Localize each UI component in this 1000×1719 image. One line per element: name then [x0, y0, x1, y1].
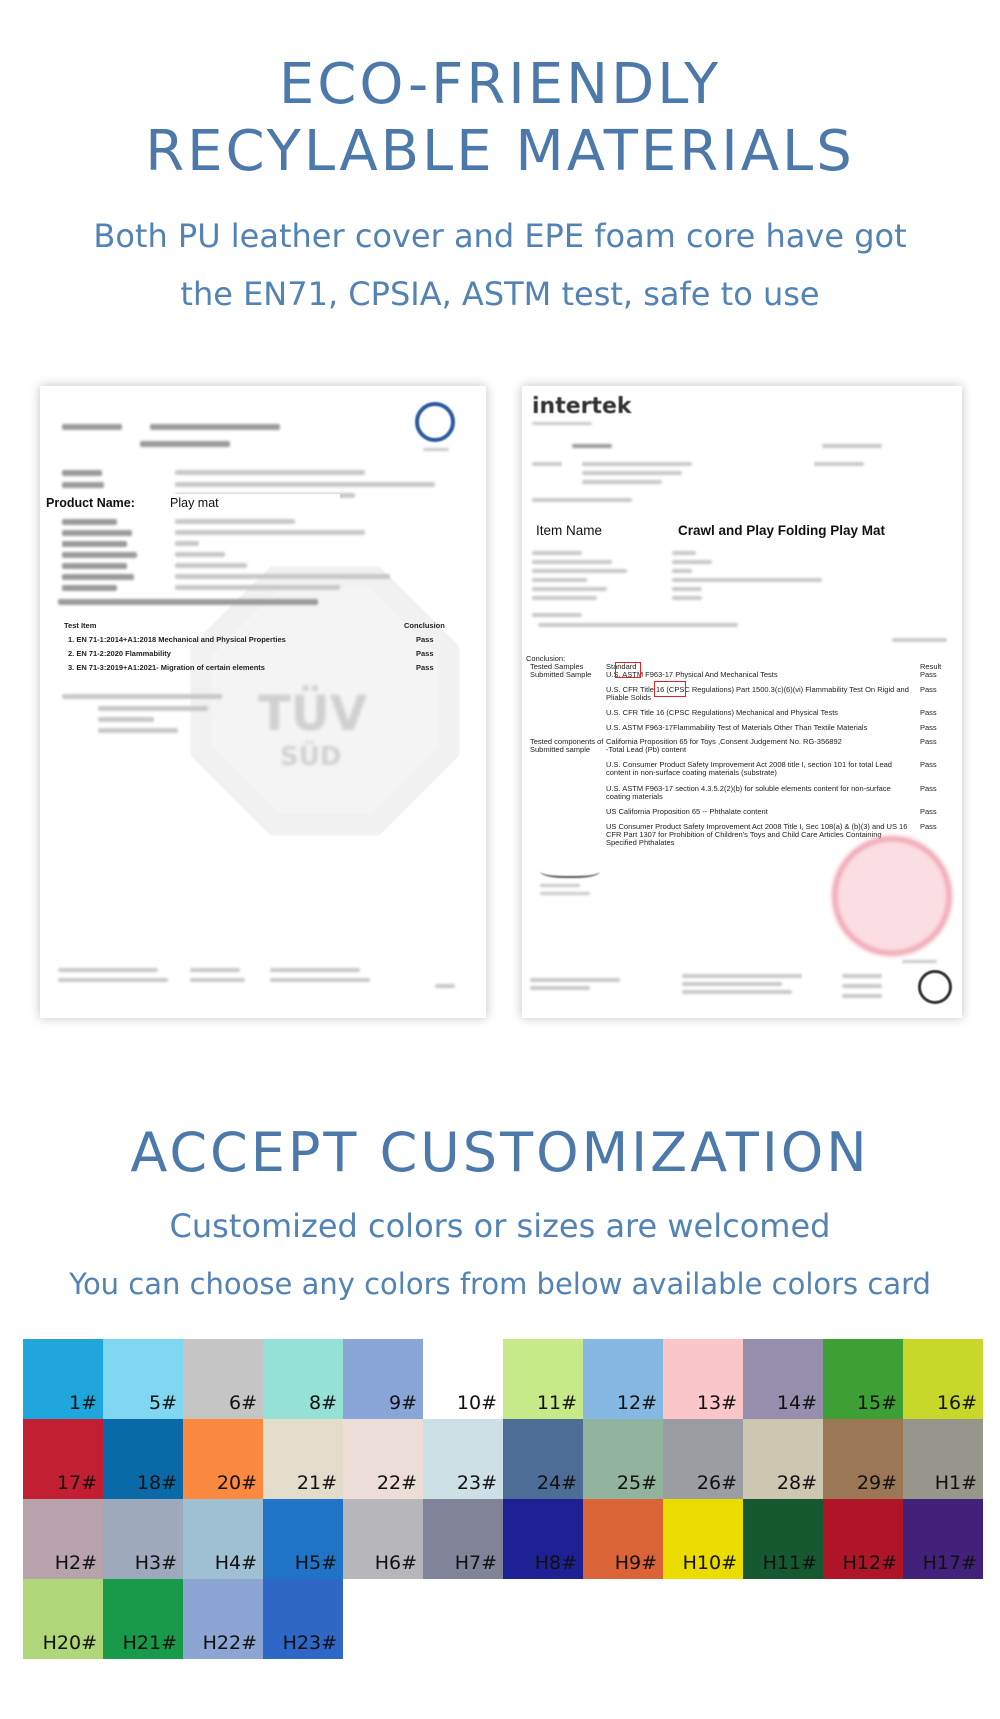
tested-components-label: Tested components of	[530, 737, 604, 746]
color-swatch-label: 8#	[308, 1392, 337, 1414]
standard-row-result: Pass	[920, 737, 937, 746]
standard-row: US Consumer Product Safety Improvement Act 2008 Title I, Sec 108(a) & (b)(3) and US 16	[606, 822, 908, 831]
standard-row-cont: coating materials	[606, 792, 663, 801]
color-swatch-label: 5#	[148, 1392, 177, 1414]
standard-row-result: Pass	[920, 822, 937, 831]
standard-row-result: Pass	[920, 670, 937, 679]
standard-row-result: Pass	[920, 708, 937, 717]
standard-row: U.S. CFR Title 16 (CPSC Regulations) Part 1500.3(c)(6)(vi) Flammability Test On Rigid and	[606, 685, 909, 694]
custom-subtitle-line1: Customized colors or sizes are welcomed	[169, 1207, 831, 1245]
color-swatch[interactable]	[343, 1339, 423, 1419]
color-swatch[interactable]	[663, 1499, 743, 1579]
color-swatch[interactable]	[583, 1499, 663, 1579]
conclusion-header: Conclusion	[404, 621, 445, 630]
intertek-circle-logo-icon	[918, 970, 952, 1004]
test-row-label: 1. EN 71-1:2014+A1:2018 Mechanical and Physical Properties	[68, 635, 286, 644]
color-swatch-label: H22#	[202, 1632, 257, 1654]
standard-row: U.S. ASTM F963-17Flammability Test of Materials Other Than Textile Materials	[606, 723, 868, 732]
color-swatch[interactable]	[263, 1419, 343, 1499]
color-swatch[interactable]	[103, 1419, 183, 1499]
color-swatch[interactable]	[823, 1419, 903, 1499]
color-swatch-label: 22#	[376, 1472, 417, 1494]
tuv-watermark-bottom: SÜD	[280, 742, 342, 772]
color-swatch-label: 11#	[536, 1392, 577, 1414]
seal-stamp	[832, 836, 952, 956]
color-swatch-label: 9#	[388, 1392, 417, 1414]
color-swatch-label: 14#	[776, 1392, 817, 1414]
tuv-test-report	[40, 386, 486, 1018]
tuv-watermark-top: TÜV	[258, 686, 367, 742]
tested-samples-label: Tested Samples	[530, 662, 584, 671]
tuv-logo-icon	[415, 402, 455, 442]
color-swatch-label: H8#	[534, 1552, 577, 1574]
standard-row: U.S. ASTM F963-17 Physical And Mechanical Tests	[606, 670, 778, 679]
color-swatch[interactable]	[343, 1499, 423, 1579]
color-swatch[interactable]	[583, 1419, 663, 1499]
color-swatch-label: 26#	[696, 1472, 737, 1494]
color-swatch[interactable]	[183, 1419, 263, 1499]
color-swatch[interactable]	[183, 1499, 263, 1579]
color-swatch[interactable]	[23, 1579, 103, 1659]
color-swatch-label: 16#	[936, 1392, 977, 1414]
custom-subtitle-line2: You can choose any colors from below available colors card	[69, 1267, 931, 1301]
test-row-result: Pass	[416, 635, 434, 644]
color-swatch-label: 20#	[216, 1472, 257, 1494]
item-name-label: Item Name	[536, 523, 603, 538]
result-header: Result	[920, 662, 942, 671]
color-swatch[interactable]	[903, 1499, 983, 1579]
color-swatch[interactable]	[503, 1419, 583, 1499]
color-swatch-label: 15#	[856, 1392, 897, 1414]
test-row-result: Pass	[416, 663, 434, 672]
standard-row: U.S. Consumer Product Safety Improvement Act 2008 title I, section 101 for total Lead	[606, 760, 892, 769]
color-swatch-label: H1#	[934, 1472, 977, 1494]
color-swatch-label: H7#	[454, 1552, 497, 1574]
standard-row-cont: content in non-surface coating materials (substrate)	[606, 768, 777, 777]
test-item-header: Test Item	[64, 621, 97, 630]
color-swatch[interactable]	[903, 1339, 983, 1419]
color-swatch[interactable]	[183, 1339, 263, 1419]
color-swatch-label: H20#	[42, 1632, 97, 1654]
standard-row-result: Pass	[920, 760, 937, 769]
submitted-sample-label: Submitted Sample	[530, 670, 592, 679]
color-swatch[interactable]	[423, 1339, 503, 1419]
color-swatch-label: 13#	[696, 1392, 737, 1414]
color-swatch-label: 6#	[228, 1392, 257, 1414]
color-swatch[interactable]	[103, 1339, 183, 1419]
eco-title-line1: ECO-FRIENDLY	[278, 52, 722, 117]
color-swatch-label: 1#	[68, 1392, 97, 1414]
color-swatch[interactable]	[263, 1339, 343, 1419]
color-swatch[interactable]	[183, 1579, 263, 1659]
color-swatch[interactable]	[743, 1419, 823, 1499]
color-swatch[interactable]	[343, 1419, 423, 1499]
standard-row: US California Proposition 65 -- Phthalate content	[606, 807, 768, 816]
color-swatch-label: H23#	[282, 1632, 337, 1654]
standard-row: California Proposition 65 for Toys ,Consent Judgement No. RG-356892	[606, 737, 842, 746]
color-swatch-label: H17#	[922, 1552, 977, 1574]
color-swatch-label: 23#	[456, 1472, 497, 1494]
test-row-label: 3. EN 71-3:2019+A1:2021- Migration of certain elements	[68, 663, 265, 672]
color-swatch-label: H2#	[54, 1552, 97, 1574]
color-swatch[interactable]	[743, 1339, 823, 1419]
product-name-value: Play mat	[170, 496, 219, 510]
color-swatch[interactable]	[823, 1339, 903, 1419]
standard-row: U.S. ASTM F963-17 section 4.3.5.2(2)(b) for soluble elements content for non-surface	[606, 784, 891, 793]
eco-title-line2: RECYLABLE MATERIALS	[145, 119, 855, 184]
signature	[540, 862, 600, 878]
color-swatch[interactable]	[503, 1339, 583, 1419]
color-swatch-label: 28#	[776, 1472, 817, 1494]
color-swatch[interactable]	[23, 1499, 103, 1579]
custom-title: ACCEPT CUSTOMIZATION	[130, 1121, 870, 1184]
test-row-label: 2. EN 71-2:2020 Flammability	[68, 649, 171, 658]
color-swatch[interactable]	[23, 1419, 103, 1499]
item-name-value: Crawl and Play Folding Play Mat	[678, 523, 886, 538]
intertek-test-report	[522, 386, 962, 1018]
highlight-box	[615, 662, 641, 678]
color-swatch-label: 10#	[456, 1392, 497, 1414]
color-swatch-label: 29#	[856, 1472, 897, 1494]
color-swatch-label: 21#	[296, 1472, 337, 1494]
color-swatch-label: H3#	[134, 1552, 177, 1574]
color-swatch-label: H6#	[374, 1552, 417, 1574]
highlight-box	[654, 681, 686, 697]
color-swatch-label: H11#	[762, 1552, 817, 1574]
standard-header: Standard	[606, 662, 637, 671]
color-swatch[interactable]	[503, 1499, 583, 1579]
color-swatch-label: H4#	[214, 1552, 257, 1574]
color-swatch-label: 18#	[136, 1472, 177, 1494]
color-swatch-label: H12#	[842, 1552, 897, 1574]
color-swatch-label: 12#	[616, 1392, 657, 1414]
color-swatch[interactable]	[903, 1419, 983, 1499]
color-swatch[interactable]	[423, 1499, 503, 1579]
color-swatch[interactable]	[423, 1419, 503, 1499]
standard-row-result: Pass	[920, 784, 937, 793]
color-swatch[interactable]	[103, 1579, 183, 1659]
intertek-logo: intertek	[532, 394, 632, 419]
test-row-result: Pass	[416, 649, 434, 658]
standard-row-cont: -Total Lead (Pb) content	[606, 745, 687, 754]
color-swatch-label: H9#	[614, 1552, 657, 1574]
submitted-sample-label: Submitted sample	[530, 745, 591, 754]
standard-row-result: Pass	[920, 723, 937, 732]
standard-row-result: Pass	[920, 685, 937, 694]
color-swatch[interactable]	[103, 1499, 183, 1579]
color-swatch[interactable]	[743, 1499, 823, 1579]
color-swatch[interactable]	[823, 1499, 903, 1579]
color-swatch-label: 25#	[616, 1472, 657, 1494]
color-swatch[interactable]	[263, 1499, 343, 1579]
color-swatch-label: 17#	[56, 1472, 97, 1494]
standard-row-cont: CFR Part 1307 for Prohibition of Children's Toys and Child Care Articles Containing	[606, 830, 882, 839]
color-swatch-label: H5#	[294, 1552, 337, 1574]
standard-row-cont: Pliable Solids	[606, 693, 652, 702]
eco-subtitle-line1: Both PU leather cover and EPE foam core have got	[93, 217, 907, 255]
conclusion-label: Conclusion:	[526, 654, 566, 663]
color-swatch-label: H21#	[122, 1632, 177, 1654]
standard-row: U.S. CFR Title 16 (CPSC Regulations) Mechanical and Physical Tests	[606, 708, 839, 717]
standard-row-result: Pass	[920, 807, 937, 816]
color-swatch[interactable]	[663, 1419, 743, 1499]
eco-subtitle-line2: the EN71, CPSIA, ASTM test, safe to use	[180, 275, 820, 313]
color-swatch[interactable]	[23, 1339, 103, 1419]
color-swatch[interactable]	[263, 1579, 343, 1659]
color-swatch[interactable]	[663, 1339, 743, 1419]
color-swatch[interactable]	[583, 1339, 663, 1419]
color-swatch-label: 24#	[536, 1472, 577, 1494]
product-name-label: Product Name:	[46, 496, 135, 510]
standard-row-cont: Specified Phthalates	[606, 838, 675, 847]
color-swatch-label: H10#	[682, 1552, 737, 1574]
